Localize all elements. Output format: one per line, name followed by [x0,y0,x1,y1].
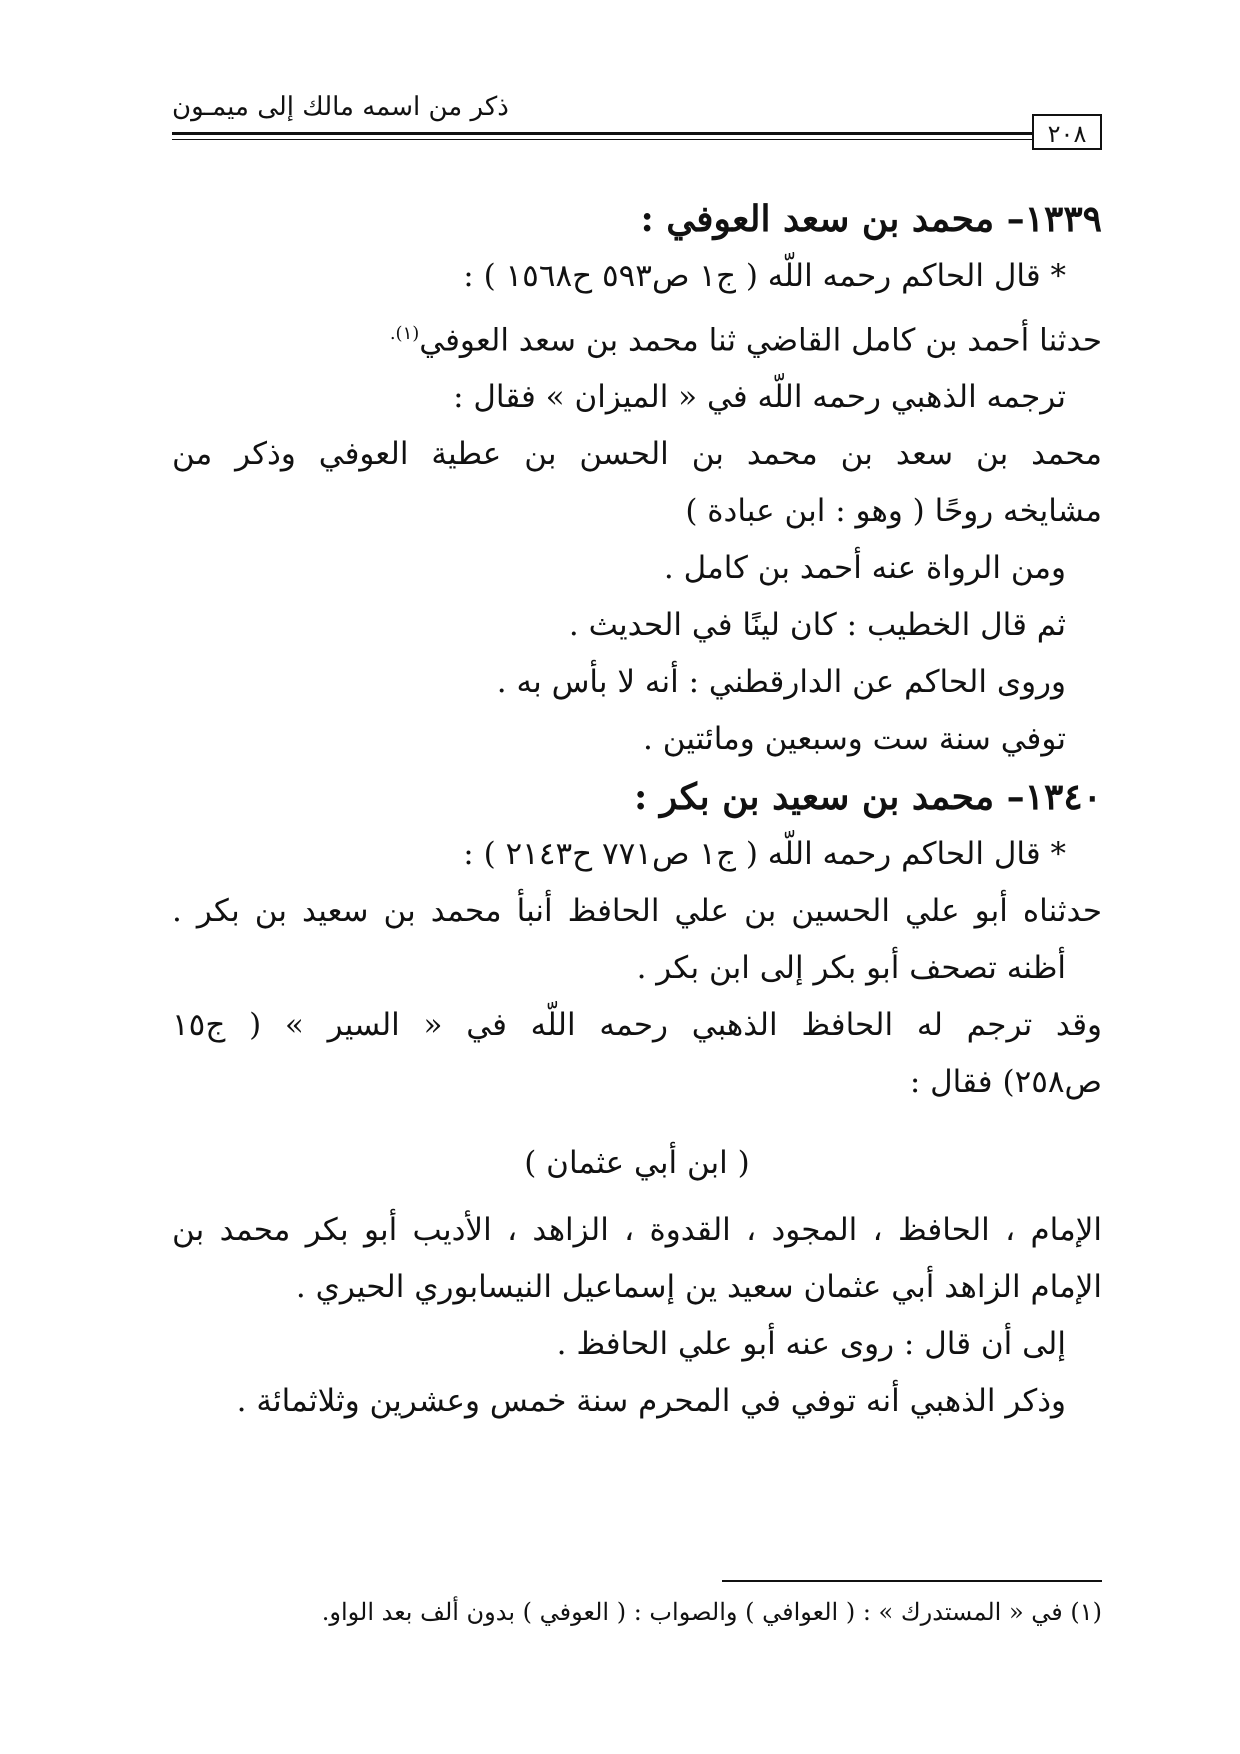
body-line: وذكر الذهبي أنه توفي في المحرم سنة خمس وعشرين وثلاثمائة . [236,1383,1066,1420]
body-line: ومن الرواة عنه أحمد بن كامل . [663,550,1066,587]
spacer [172,1192,1102,1202]
header-rule [172,132,1032,140]
body-line: وروى الحاكم عن الدارقطني : أنه لا بأس به . [496,664,1066,701]
source-citation: * قال الحاكم رحمه اللّه ( ج١ ص٥٩٣ ح١٥٦٨ ) : [463,258,1066,294]
section-subtitle: ( ابن أبي عثمان ) [524,1145,750,1182]
body-line: إلى أن قال : روى عنه أبو علي الحافظ . [556,1326,1066,1363]
page-header [172,92,1102,152]
body-line: ترجمه الذهبي رحمه اللّه في « الميزان » فقال : [453,379,1066,416]
running-title: ذكر من اسمه مالك إلى ميمـون [172,92,509,122]
footnote-marker: (١). [389,323,420,344]
isnad-line [172,305,1102,369]
body-line: حدثناه أبو علي الحسين بن علي الحافظ أنبأ محمد بن سعيد بن بكر . [172,893,1102,930]
body-line: توفي سنة ست وسبعين ومائتين . [643,721,1066,758]
page-body [172,190,1102,1430]
body-line: أظنه تصحف أبو بكر إلى ابن بكر . [636,950,1066,987]
body-line: الإمام ، الحافظ ، المجود ، القدوة ، الزاهد ، الأديب أبو بكر محمد بن [172,1212,1102,1249]
body-line: ص٢٥٨) فقال : [909,1064,1102,1101]
footnote: (١) في « المستدرك » : ( العوافي ) والصواب : ( العوفي ) بدون ألف بعد الواو. [321,1598,1102,1626]
body-line: محمد بن سعد بن محمد بن الحسن بن عطية العوفي وذكر من [172,436,1102,473]
footnote-rule [722,1580,1102,1582]
entry-heading-1339: ١٣٣٩– محمد بن سعد العوفي : [640,198,1102,240]
source-citation: * قال الحاكم رحمه اللّه ( ج١ ص٧٧١ ح٢١٤٣ ) : [463,836,1066,873]
body-line: ثم قال الخطيب : كان لينًا في الحديث . [568,607,1066,644]
page-number: ٢٠٨ [1032,114,1102,150]
body-line: مشايخه روحًا ( وهو : ابن عبادة ) [685,493,1102,530]
isnad-text: حدثنا أحمد بن كامل القاضي ثنا محمد بن سعد العوفي [419,322,1102,359]
body-line: الإمام الزاهد أبي عثمان سعيد ين إسماعيل النيسابوري الحيري . [295,1269,1102,1306]
body-line: وقد ترجم له الحافظ الذهبي رحمه اللّه في « السير » ( ج١٥ [172,1007,1102,1044]
spacer [172,1111,1102,1135]
entry-heading-1340: ١٣٤٠– محمد بن سعيد بن بكر : [634,776,1102,819]
